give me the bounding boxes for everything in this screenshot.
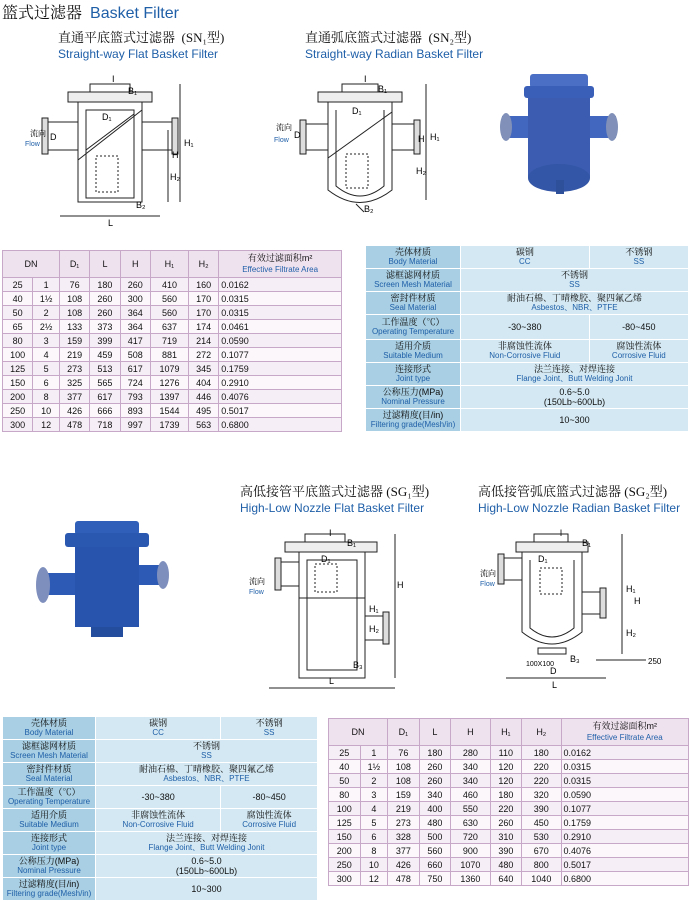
table-cell: 5 (360, 816, 388, 830)
table-row (3, 418, 342, 432)
table-cell: 404 (188, 376, 218, 390)
table-cell: 180 (90, 278, 120, 292)
table-cell: 170 (188, 306, 218, 320)
table-cell: 390 (522, 802, 561, 816)
table-cell: 800 (522, 858, 561, 872)
sn1-diagram (20, 70, 210, 230)
table-cell: 1276 (150, 376, 188, 390)
table-cell: 480 (419, 816, 451, 830)
table-cell: 5 (33, 362, 60, 376)
table-cell: 320 (522, 788, 561, 802)
svg-text:B₃: B₃ (570, 654, 580, 664)
svg-text:I: I (329, 528, 332, 538)
table-cell: 893 (120, 404, 150, 418)
svg-text:L: L (108, 218, 114, 228)
svg-text:流向: 流向 (276, 123, 292, 132)
sg-dimension-table (328, 718, 689, 886)
table-header-row: DN D₁ L H H₁ H₂ 有效过滤面积m² Effective Filtrate Area (329, 719, 689, 746)
table-cell: 0.4076 (219, 390, 342, 404)
table-cell: 563 (188, 418, 218, 432)
svg-text:B₁: B₁ (378, 84, 388, 94)
table-cell: 1360 (451, 872, 490, 886)
table-cell: 200 (329, 844, 361, 858)
table-cell: 340 (451, 774, 490, 788)
table-cell: 0.0461 (219, 320, 342, 334)
table-cell: 10 (33, 404, 60, 418)
table-cell: 108 (59, 292, 89, 306)
table-cell: 400 (419, 802, 451, 816)
table-cell: 6 (33, 376, 60, 390)
table-cell: 2½ (33, 320, 60, 334)
table-cell: 426 (59, 404, 89, 418)
table-cell: 25 (3, 278, 33, 292)
table-cell: 0.1759 (219, 362, 342, 376)
table-cell: 100 (329, 802, 361, 816)
table-cell: 881 (150, 348, 188, 362)
table-cell: 300 (120, 292, 150, 306)
table-cell: 10 (360, 858, 388, 872)
table-cell: 180 (522, 746, 561, 760)
table-cell: 133 (59, 320, 89, 334)
table-cell: 328 (388, 830, 420, 844)
table-row (329, 746, 689, 760)
table-cell: 1070 (451, 858, 490, 872)
table-row (329, 816, 689, 830)
table-cell: 76 (388, 746, 420, 760)
svg-text:H₁: H₁ (430, 132, 440, 142)
table-cell: 0.5017 (561, 858, 688, 872)
table-cell: 637 (150, 320, 188, 334)
table-cell: 0.0162 (561, 746, 688, 760)
table-cell: 718 (90, 418, 120, 432)
table-row (3, 306, 342, 320)
table-cell: 1½ (360, 760, 388, 774)
table-cell: 500 (419, 830, 451, 844)
svg-text:H₁: H₁ (369, 604, 379, 614)
table-row (3, 390, 342, 404)
table-cell: 560 (150, 292, 188, 306)
table-cell: 310 (490, 830, 522, 844)
table-cell: 345 (188, 362, 218, 376)
table-cell: 0.0590 (561, 788, 688, 802)
table-cell: 480 (490, 858, 522, 872)
sg2-heading: 高低接管弧底篮式过滤器 (SG₂型) High-Low Nozzle Radian Basket Filter (478, 484, 681, 515)
svg-text:D₁: D₁ (352, 106, 362, 116)
table-row (3, 334, 342, 348)
table-cell: 219 (388, 802, 420, 816)
sg1-heading: 高低接管平底篮式过滤器 (SG₁型) High-Low Nozzle Flat Basket Filter (240, 484, 430, 515)
sn2-diagram (270, 70, 450, 220)
table-cell: 260 (419, 760, 451, 774)
table-row (3, 320, 342, 334)
table-cell: 617 (90, 390, 120, 404)
table-cell: 300 (329, 872, 361, 886)
table-cell: 617 (120, 362, 150, 376)
table-cell: 8 (360, 844, 388, 858)
table-cell: 0.2910 (561, 830, 688, 844)
table-row (3, 404, 342, 418)
table-cell: 670 (522, 844, 561, 858)
table-cell: 530 (522, 830, 561, 844)
table-header-row: DN D₁ L H H₁ H₂ 有效过滤面积m² Effective Filtrate Area (3, 251, 342, 278)
svg-text:H₂: H₂ (416, 166, 426, 176)
table-cell: 900 (451, 844, 490, 858)
table-cell: 1397 (150, 390, 188, 404)
table-cell: 0.1077 (219, 348, 342, 362)
table-cell: 1½ (33, 292, 60, 306)
table-row (329, 802, 689, 816)
flow-label-en: Flow (25, 141, 40, 148)
table-cell: 1 (33, 278, 60, 292)
table-cell: 997 (120, 418, 150, 432)
table-cell: 273 (59, 362, 89, 376)
table-cell: 174 (188, 320, 218, 334)
table-cell: 108 (388, 774, 420, 788)
table-cell: 459 (90, 348, 120, 362)
table-cell: 0.0315 (219, 306, 342, 320)
table-cell: 260 (120, 278, 150, 292)
table-cell: 300 (3, 418, 33, 432)
table-row (329, 830, 689, 844)
svg-text:Flow: Flow (249, 589, 264, 596)
materials-table-top: 壳体材质 Body Material 碳钢 CC 不锈钢 SS 滤框滤网材质 Screen Mesh Material 不锈钢 SS 密封件材质 Seal Material 耐油石棉、丁晴橡胶、聚四氟乙烯 Asbestos、NBR、PTFE 工作温度（℃） Operating Temperature -30~380 -80~450 适用介质 Suitable Medium 非腐蚀性流体 Non-Corrosive Fluid 腐蚀性流体 Corrosive Fluid 连接形式 Joint type 法兰连接、对焊连接 Flange Joint、Butt Welding Jonit 公称压力(MPa) Nominal Pressure 0.6~5.0 (150Lb~600Lb) 过滤精度(目/in) Filtering grade(Mesh/in) 10~300 (365, 245, 689, 432)
table-cell: 2 (360, 774, 388, 788)
table-cell: 0.0315 (561, 774, 688, 788)
table-cell: 340 (451, 760, 490, 774)
svg-text:H: H (634, 596, 641, 606)
table-row (3, 376, 342, 390)
table-cell: 1544 (150, 404, 188, 418)
table-cell: 8 (33, 390, 60, 404)
svg-text:H₂: H₂ (170, 172, 180, 182)
table-cell: 220 (522, 774, 561, 788)
table-cell: 390 (490, 844, 522, 858)
table-cell: 1079 (150, 362, 188, 376)
materials-table-bottom: 壳体材质 Body Material 碳钢 CC 不锈钢 SS 滤框滤网材质 Screen Mesh Material 不锈钢 SS 密封件材质 Seal Material 耐油石棉、丁晴橡胶、聚四氟乙烯 Asbestos、NBR、PTFE 工作温度（℃） Operating Temperature -30~380 -80~450 适用介质 Suitable Medium 非腐蚀性流体 Non-Corrosive Fluid 腐蚀性流体 Corrosive Fluid 连接形式 Joint type 法兰连接、对焊连接 Flange Joint、Butt Welding Jonit 公称压力(MPa) Nominal Pressure 0.6~5.0 (150Lb~600Lb) 过滤精度(目/in) Filtering grade(Mesh/in) 10~300 (2, 716, 318, 901)
table-cell: 0.0315 (219, 292, 342, 306)
table-cell: 793 (120, 390, 150, 404)
table-row (329, 760, 689, 774)
table-cell: 0.1759 (561, 816, 688, 830)
svg-text:L: L (329, 676, 335, 686)
svg-text:H₁: H₁ (184, 138, 194, 148)
table-cell: 426 (388, 858, 420, 872)
table-cell: 108 (388, 760, 420, 774)
table-cell: 280 (451, 746, 490, 760)
table-cell: 460 (451, 788, 490, 802)
table-cell: 1 (360, 746, 388, 760)
table-cell: 724 (120, 376, 150, 390)
svg-text:D₁: D₁ (102, 112, 112, 122)
svg-text:Flow: Flow (480, 581, 495, 588)
table-cell: 417 (120, 334, 150, 348)
basket-filter-photo-top (498, 70, 618, 200)
table-cell: 550 (451, 802, 490, 816)
table-cell: 120 (490, 760, 522, 774)
table-cell: 1040 (522, 872, 561, 886)
svg-text:B₁: B₁ (347, 538, 357, 548)
svg-text:D: D (50, 132, 57, 142)
svg-text:Flow: Flow (274, 137, 289, 144)
svg-text:B₂: B₂ (136, 200, 146, 210)
svg-text:B₁: B₁ (128, 86, 138, 96)
table-cell: 273 (388, 816, 420, 830)
table-cell: 0.0590 (219, 334, 342, 348)
table-cell: 50 (3, 306, 33, 320)
table-cell: 4 (33, 348, 60, 362)
table-cell: 0.0315 (561, 760, 688, 774)
svg-text:I: I (364, 74, 367, 84)
svg-text:B₃: B₃ (353, 660, 363, 670)
table-cell: 260 (419, 774, 451, 788)
table-cell: 50 (329, 774, 361, 788)
table-cell: 65 (3, 320, 33, 334)
table-row (3, 278, 342, 292)
table-cell: 80 (329, 788, 361, 802)
table-cell: 560 (150, 306, 188, 320)
sn-dimension-table (2, 250, 342, 432)
table-cell: 630 (451, 816, 490, 830)
svg-text:H₂: H₂ (626, 628, 636, 638)
sn2-heading: 直通弧底篮式过滤器 (SN₂型) Straight-way Radian Basket Filter (305, 30, 484, 61)
table-cell: 159 (59, 334, 89, 348)
table-cell: 150 (329, 830, 361, 844)
page-title: 篮式过滤器 Basket Filter (2, 5, 179, 22)
basket-filter-photo-bottom (35, 515, 175, 655)
table-cell: 120 (490, 774, 522, 788)
table-cell: 495 (188, 404, 218, 418)
table-cell: 250 (3, 404, 33, 418)
table-cell: 12 (33, 418, 60, 432)
svg-text:L: L (552, 680, 558, 690)
table-cell: 640 (490, 872, 522, 886)
table-cell: 6 (360, 830, 388, 844)
svg-text:B₂: B₂ (364, 204, 374, 214)
svg-text:H₂: H₂ (369, 624, 379, 634)
table-cell: 364 (120, 320, 150, 334)
svg-text:100X100: 100X100 (526, 661, 555, 668)
table-cell: 410 (150, 278, 188, 292)
table-cell: 720 (451, 830, 490, 844)
table-cell: 180 (490, 788, 522, 802)
svg-text:H₁: H₁ (626, 584, 636, 594)
table-cell: 377 (388, 844, 420, 858)
table-row (329, 872, 689, 886)
svg-text:H: H (397, 580, 404, 590)
table-cell: 160 (188, 278, 218, 292)
svg-text:D₁: D₁ (538, 554, 548, 564)
table-cell: 272 (188, 348, 218, 362)
table-cell: 4 (360, 802, 388, 816)
svg-text:B₁: B₁ (582, 538, 592, 548)
table-cell: 76 (59, 278, 89, 292)
svg-text:H: H (418, 134, 425, 144)
table-cell: 377 (59, 390, 89, 404)
svg-text:流向: 流向 (249, 577, 265, 586)
table-cell: 446 (188, 390, 218, 404)
table-cell: 364 (120, 306, 150, 320)
table-row (329, 844, 689, 858)
table-cell: 0.5017 (219, 404, 342, 418)
table-cell: 508 (120, 348, 150, 362)
table-row (329, 788, 689, 802)
table-cell: 560 (419, 844, 451, 858)
table-cell: 12 (360, 872, 388, 886)
table-row (329, 858, 689, 872)
table-cell: 80 (3, 334, 33, 348)
svg-text:D: D (550, 666, 557, 676)
sn1-heading: 直通平底篮式过滤器 (SN₁型) Straight-way Flat Basket Filter (58, 30, 225, 61)
sg1-diagram (245, 528, 410, 698)
table-cell: 110 (490, 746, 522, 760)
table-cell: 750 (419, 872, 451, 886)
table-cell: 1739 (150, 418, 188, 432)
table-cell: 0.1077 (561, 802, 688, 816)
svg-text:D: D (294, 130, 301, 140)
table-cell: 0.4076 (561, 844, 688, 858)
table-cell: 214 (188, 334, 218, 348)
table-cell: 478 (59, 418, 89, 432)
table-cell: 159 (388, 788, 420, 802)
table-row (3, 362, 342, 376)
table-cell: 450 (522, 816, 561, 830)
table-cell: 0.0162 (219, 278, 342, 292)
table-cell: 260 (490, 816, 522, 830)
table-cell: 25 (329, 746, 361, 760)
table-cell: 150 (3, 376, 33, 390)
table-cell: 2 (33, 306, 60, 320)
table-cell: 125 (3, 362, 33, 376)
table-cell: 373 (90, 320, 120, 334)
table-cell: 170 (188, 292, 218, 306)
table-cell: 565 (90, 376, 120, 390)
table-cell: 180 (419, 746, 451, 760)
table-cell: 219 (59, 348, 89, 362)
table-cell: 250 (329, 858, 361, 872)
table-cell: 0.6800 (561, 872, 688, 886)
table-cell: 719 (150, 334, 188, 348)
svg-text:H: H (172, 150, 179, 160)
table-cell: 513 (90, 362, 120, 376)
table-cell: 260 (90, 306, 120, 320)
table-cell: 3 (33, 334, 60, 348)
sg2-diagram (476, 528, 686, 698)
flow-label-cn: 流向 (30, 129, 46, 138)
table-row (3, 292, 342, 306)
table-cell: 0.2910 (219, 376, 342, 390)
table-cell: 478 (388, 872, 420, 886)
table-cell: 108 (59, 306, 89, 320)
svg-text:l: l (560, 528, 562, 538)
table-cell: 220 (522, 760, 561, 774)
table-cell: 3 (360, 788, 388, 802)
table-cell: 0.6800 (219, 418, 342, 432)
table-cell: 399 (90, 334, 120, 348)
table-cell: 666 (90, 404, 120, 418)
svg-text:I: I (112, 74, 115, 84)
table-cell: 325 (59, 376, 89, 390)
table-cell: 40 (329, 760, 361, 774)
table-cell: 40 (3, 292, 33, 306)
table-cell: 100 (3, 348, 33, 362)
table-row (329, 774, 689, 788)
svg-text:流向: 流向 (480, 569, 496, 578)
svg-text:D₁: D₁ (321, 554, 331, 564)
table-cell: 125 (329, 816, 361, 830)
table-row (3, 348, 342, 362)
table-cell: 260 (90, 292, 120, 306)
table-cell: 220 (490, 802, 522, 816)
table-cell: 200 (3, 390, 33, 404)
table-cell: 660 (419, 858, 451, 872)
svg-text:250: 250 (648, 657, 662, 666)
table-cell: 340 (419, 788, 451, 802)
